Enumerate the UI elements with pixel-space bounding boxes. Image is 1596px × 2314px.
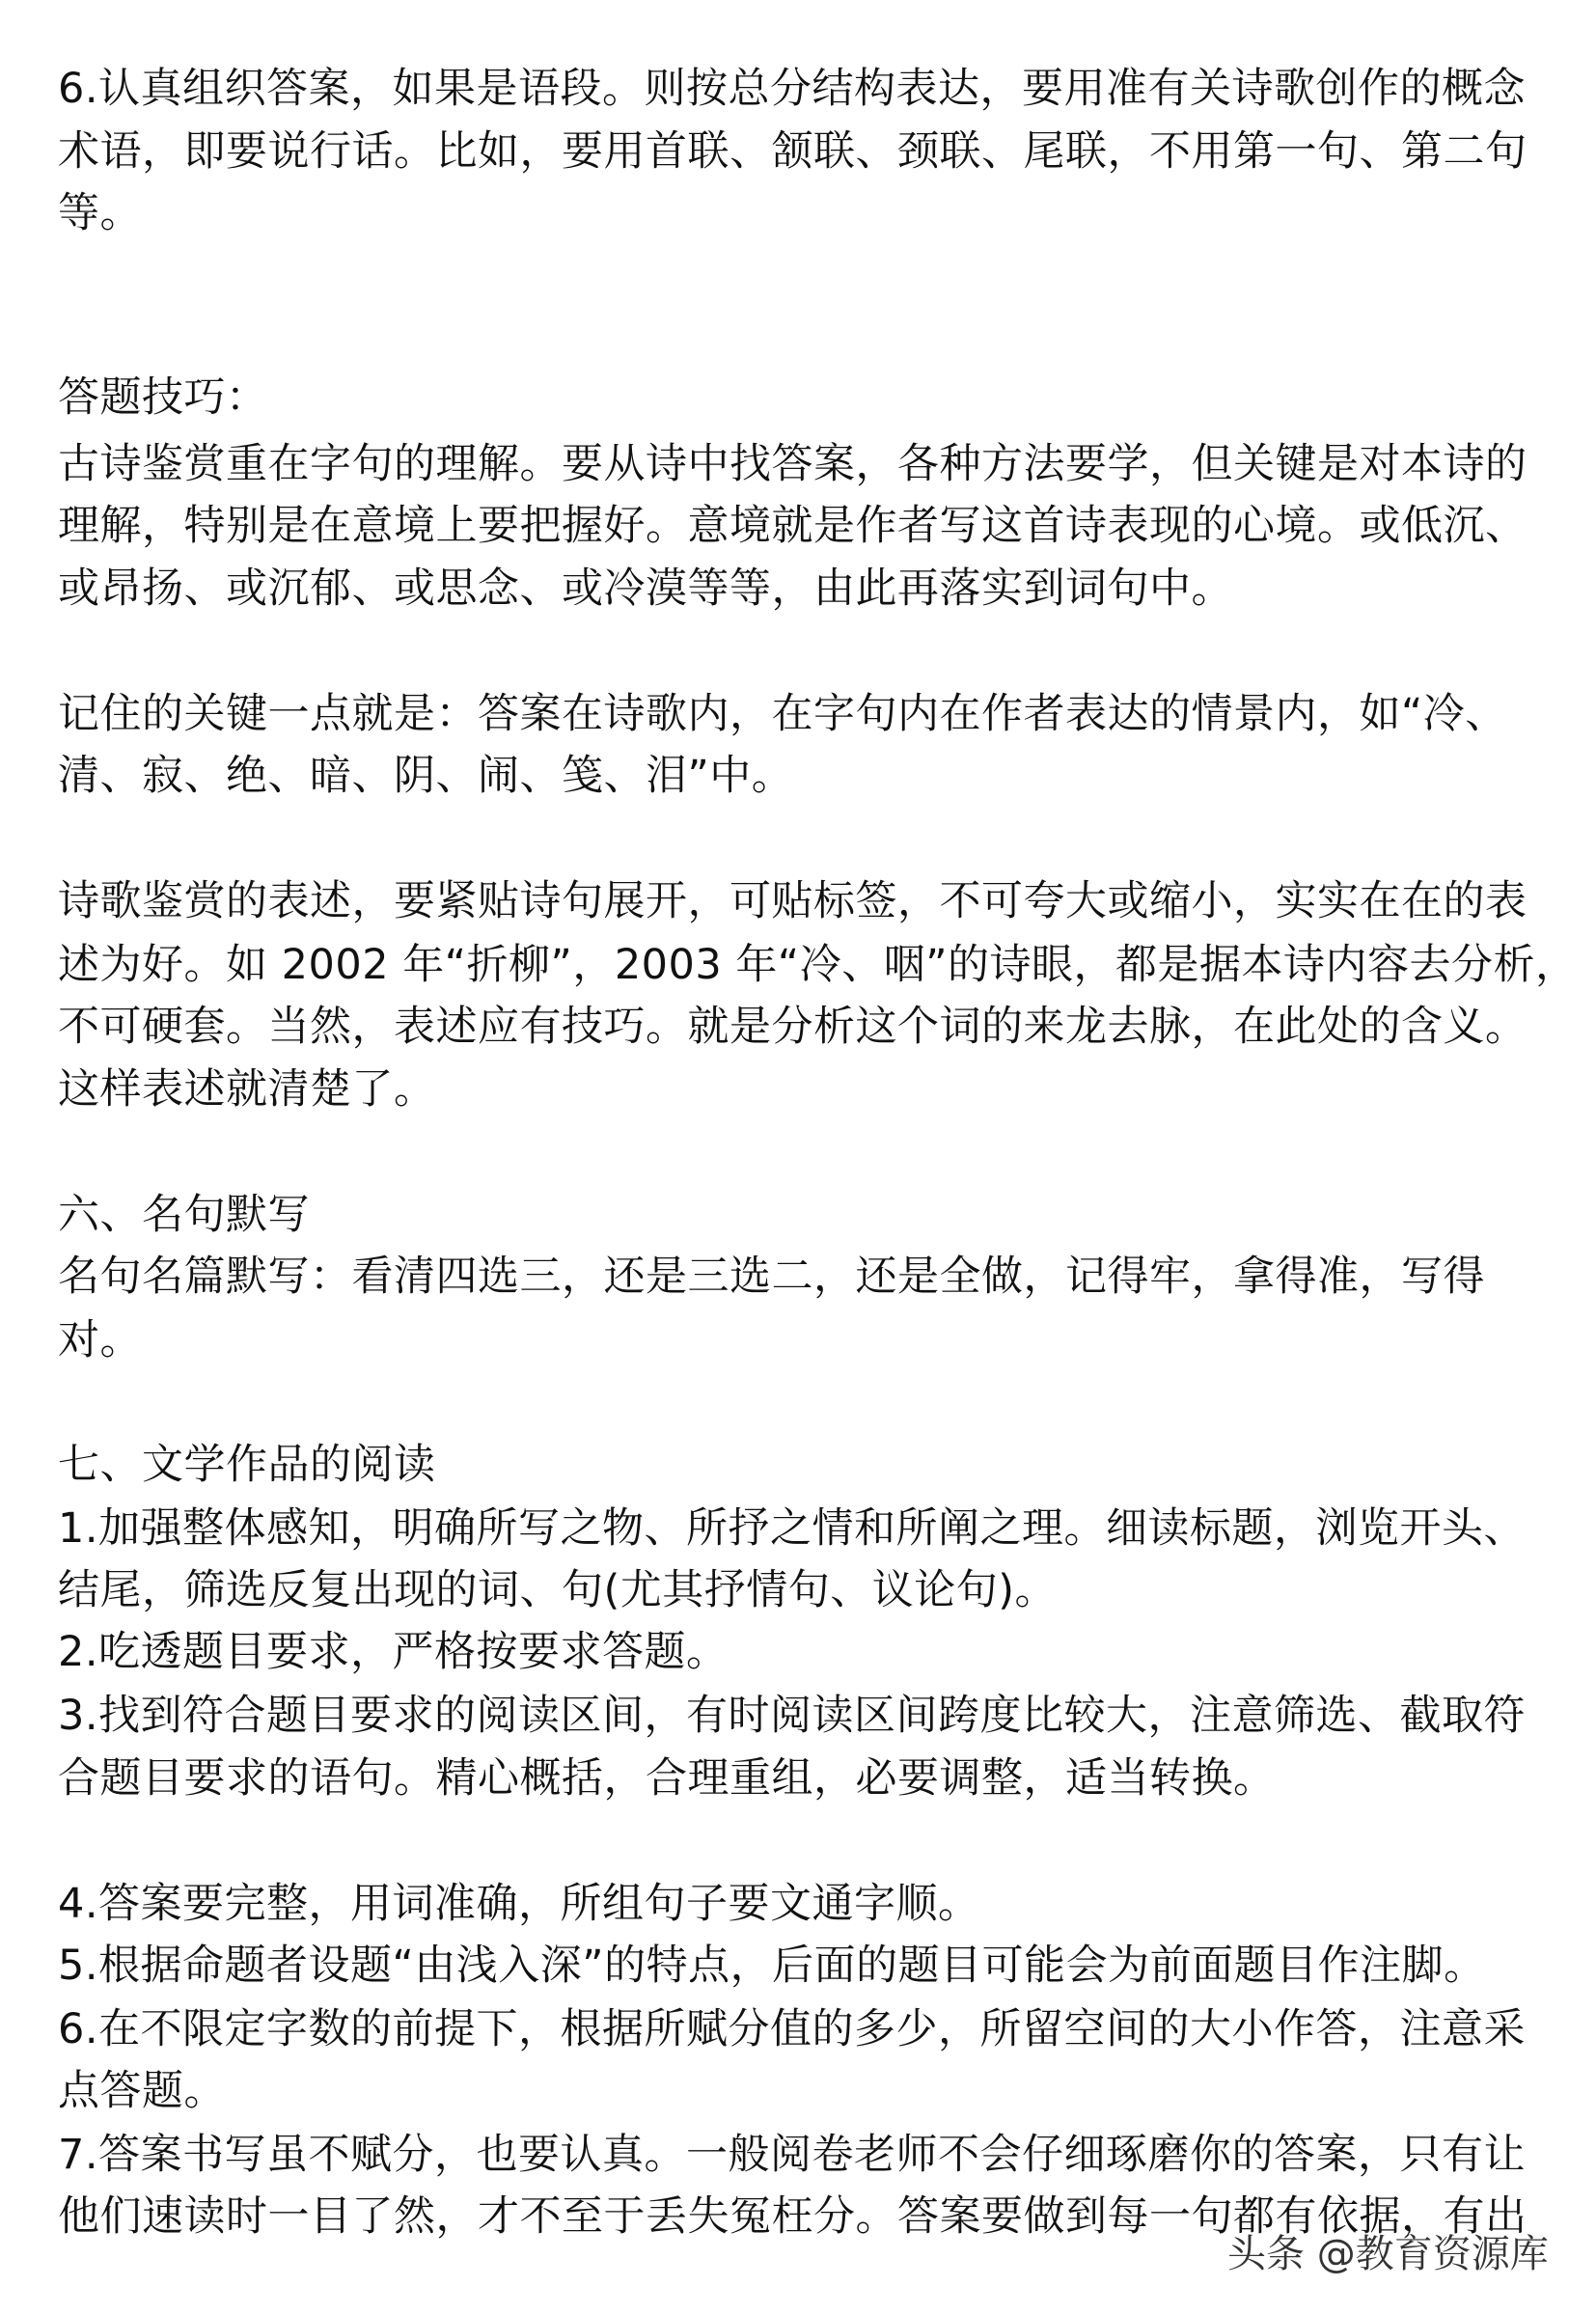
text-line: 诗歌鉴赏的表述，要紧贴诗句展开，可贴标签，不可夸大或缩小，实实在在的表 <box>58 877 1527 925</box>
text-line: 对。 <box>58 1316 142 1364</box>
text-line: 1.加强整体感知，明确所写之物、所抒之情和所阐之理。细读标题，浏览开头、 <box>58 1504 1527 1553</box>
text-line: 清、寂、绝、暗、阴、闹、笺、泪”中。 <box>58 752 794 800</box>
text-line: 六、名句默写 <box>58 1191 310 1239</box>
text-line: 古诗鉴赏重在字句的理解。要从诗中找答案，各种方法要学，但关键是对本诗的 <box>58 440 1527 488</box>
text-line: 等。 <box>58 189 142 237</box>
text-line: 5.根据命题者设题“由浅入深”的特点，后面的题目可能会为前面题目作注脚。 <box>58 1942 1486 1990</box>
text-line: 点答题。 <box>58 2067 226 2115</box>
text-line: 6.认真组织答案，如果是语段。则按总分结构表达，要用准有关诗歌创作的概念 <box>58 65 1527 113</box>
text-line: 答题技巧： <box>58 373 268 422</box>
watermark: 头条 @教育资源库 <box>1227 2232 1549 2276</box>
text-line: 名句名篇默写：看清四选三，还是三选二，还是全做，记得牢，拿得准，写得 <box>58 1253 1485 1301</box>
text-line: 不可硬套。当然，表述应有技巧。就是分析这个词的来龙去脉，在此处的含义。 <box>58 1003 1527 1051</box>
text-line: 4.答案要完整，用词准确，所组句子要文通字顺。 <box>58 1880 980 1928</box>
text-line: 7.答案书写虽不赋分，也要认真。一般阅卷老师不会仔细琢磨你的答案，只有让 <box>58 2131 1527 2179</box>
text-line: 结尾，筛选反复出现的词、句(尤其抒情句、议论句)。 <box>58 1566 1058 1614</box>
text-line: 七、文学作品的阅读 <box>58 1441 436 1489</box>
text-line: 或昂扬、或沉郁、或思念、或冷漠等等，由此再落实到词句中。 <box>58 565 1233 613</box>
text-line: 2.吃透题目要求，严格按要求答题。 <box>58 1628 729 1676</box>
text-line: 述为好。如 2002 年“折柳”，2003 年“冷、咽”的诗眼，都是据本诗内容去分析， <box>58 941 1578 989</box>
text-line: 这样表述就清楚了。 <box>58 1065 436 1114</box>
text-line: 他们速读时一目了然，才不至于丢失冤枉分。答案要做到每一句都有依据，有出 <box>58 2192 1527 2241</box>
text-line: 3.找到符合题目要求的阅读区间，有时阅读区间跨度比较大，注意筛选、截取符 <box>58 1692 1527 1740</box>
text-line: 理解，特别是在意境上要把握好。意境就是作者写这首诗表现的心境。或低沉、 <box>58 502 1527 550</box>
text-line: 合题目要求的语句。精心概括，合理重组，必要调整，适当转换。 <box>58 1754 1276 1803</box>
text-line: 术语，即要说行话。比如，要用首联、颔联、颈联、尾联，不用第一句、第二句 <box>58 127 1527 176</box>
text-line: 记住的关键一点就是：答案在诗歌内，在字句内在作者表达的情景内，如“冷、 <box>58 690 1507 738</box>
text-line: 6.在不限定字数的前提下，根据所赋分值的多少，所留空间的大小作答，注意采 <box>58 2005 1527 2053</box>
